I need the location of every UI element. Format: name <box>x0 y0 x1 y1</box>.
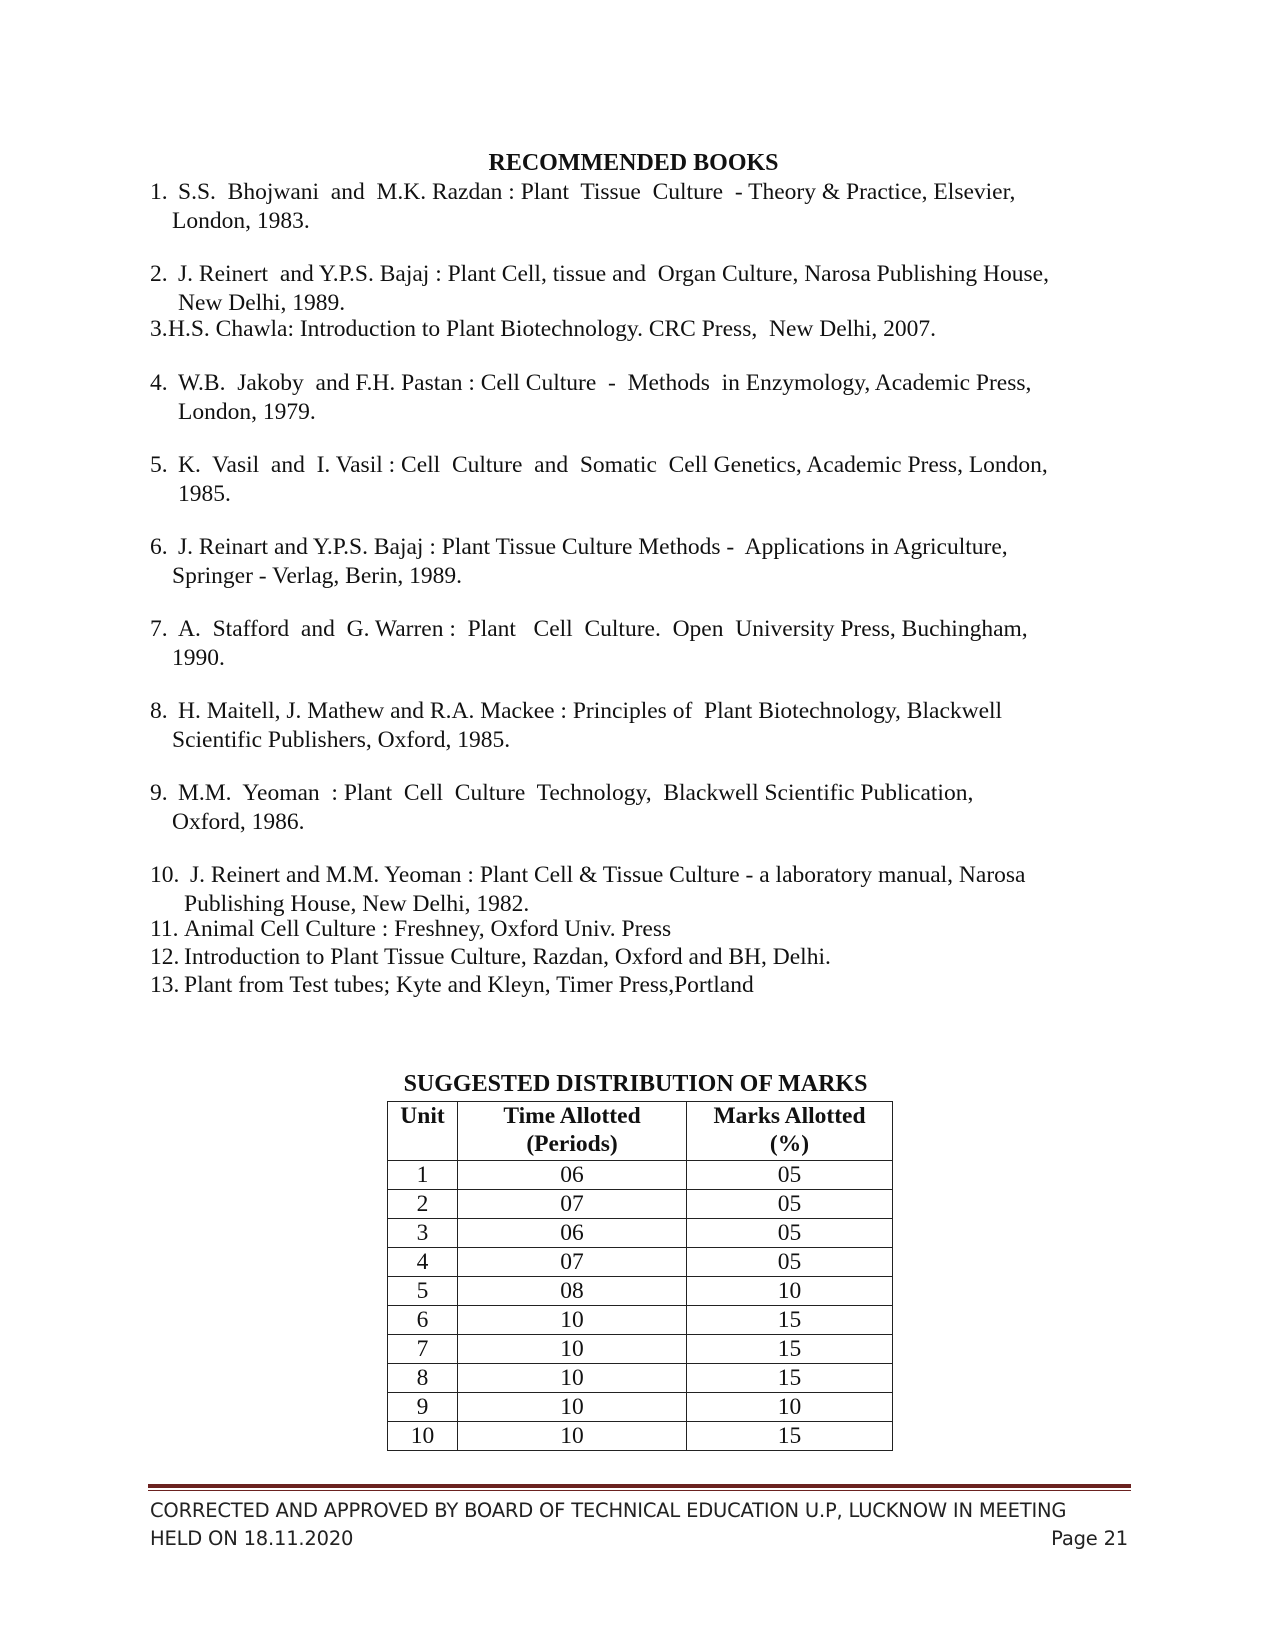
table-row <box>388 1306 893 1335</box>
book-item <box>150 533 1140 591</box>
book-number: 12. <box>150 944 180 970</box>
book-citation-continued: New Delhi, 1989. <box>178 290 346 316</box>
footer-approval-line: CORRECTED AND APPROVED BY BOARD OF TECHNICAL EDUCATION U.P, LUCKNOW IN MEETING <box>150 1499 1067 1522</box>
book-citation: S.S. Bhojwani and M.K. Razdan : Plant Tissue Culture - Theory & Practice, Elsevier, <box>178 179 1016 205</box>
footer-rule-thick <box>148 1484 1131 1488</box>
book-citation: J. Reinert and M.M. Yeoman : Plant Cell & Tissue Culture - a laboratory manual, Narosa <box>190 862 1026 888</box>
table-row <box>388 1248 893 1277</box>
table-row <box>388 1364 893 1393</box>
time-allotted-cell: 10 <box>458 1393 687 1422</box>
marks-allotted-cell: 05 <box>687 1161 893 1190</box>
book-citation: J. Reinart and Y.P.S. Bajaj : Plant Tissue Culture Methods - Applications in Agriculture, <box>178 534 1008 560</box>
marks-allotted-cell: 15 <box>687 1335 893 1364</box>
marks-table-title-text: SUGGESTED DISTRIBUTION OF MARKS <box>403 1071 868 1097</box>
time-allotted-cell: 06 <box>458 1161 687 1190</box>
table-row <box>388 1422 893 1451</box>
footer-meeting-date: HELD ON 18.11.2020 <box>150 1527 354 1550</box>
book-item <box>150 943 1140 972</box>
time-allotted-cell: 07 <box>458 1248 687 1277</box>
unit-cell: 7 <box>388 1335 458 1364</box>
book-item <box>150 861 1140 919</box>
table-row <box>388 1219 893 1248</box>
marks-allotted-header: Marks Allotted (%) <box>687 1102 893 1161</box>
book-number: 4. <box>150 370 168 396</box>
time-allotted-cell: 10 <box>458 1364 687 1393</box>
time-allotted-cell: 10 <box>458 1422 687 1451</box>
unit-cell: 1 <box>388 1161 458 1190</box>
section-heading-text: RECOMMENDED BOOKS <box>488 150 779 176</box>
book-number: 5. <box>150 452 168 478</box>
marks-allotted-cell: 05 <box>687 1190 893 1219</box>
book-citation: Introduction to Plant Tissue Culture, Razdan, Oxford and BH, Delhi. <box>184 944 831 970</box>
book-item <box>150 369 1140 427</box>
book-citation: W.B. Jakoby and F.H. Pastan : Cell Culture - Methods in Enzymology, Academic Press, <box>178 370 1032 396</box>
marks-allotted-cell: 15 <box>687 1364 893 1393</box>
book-item <box>150 615 1140 673</box>
book-item <box>150 451 1140 509</box>
table-header-row <box>388 1102 893 1161</box>
table-row <box>388 1161 893 1190</box>
book-item <box>150 315 1140 344</box>
book-item <box>150 260 1140 318</box>
book-citation: Animal Cell Culture : Freshney, Oxford Univ. Press <box>184 916 672 942</box>
book-number: 9. <box>150 780 168 806</box>
unit-cell: 10 <box>388 1422 458 1451</box>
marks-allotted-cell: 10 <box>687 1277 893 1306</box>
book-number: 6. <box>150 534 168 560</box>
section-heading <box>0 150 1275 177</box>
unit-header: Unit <box>388 1102 458 1161</box>
time-allotted-cell: 08 <box>458 1277 687 1306</box>
time-allotted-cell: 10 <box>458 1335 687 1364</box>
book-item <box>150 971 1140 1000</box>
book-citation: Plant from Test tubes; Kyte and Kleyn, Timer Press,Portland <box>184 972 754 998</box>
time-allotted-cell: 07 <box>458 1190 687 1219</box>
book-number: 7. <box>150 616 168 642</box>
book-item <box>150 178 1140 236</box>
marks-allotted-cell: 05 <box>687 1219 893 1248</box>
table-row <box>388 1190 893 1219</box>
marks-allotted-cell: 10 <box>687 1393 893 1422</box>
page-number: Page 21 <box>1051 1527 1128 1550</box>
marks-allotted-cell: 15 <box>687 1306 893 1335</box>
book-citation-continued: 1985. <box>178 481 231 507</box>
book-citation-continued: Springer - Verlag, Berin, 1989. <box>172 563 462 589</box>
unit-cell: 5 <box>388 1277 458 1306</box>
unit-cell: 6 <box>388 1306 458 1335</box>
book-citation-continued: Scientific Publishers, Oxford, 1985. <box>172 727 511 753</box>
book-number: 13. <box>150 972 180 998</box>
book-citation-continued: Oxford, 1986. <box>172 809 305 835</box>
book-item <box>150 697 1140 755</box>
marks-distribution-table <box>387 1101 893 1451</box>
page-footer <box>150 1497 1128 1553</box>
book-citation-continued: London, 1983. <box>172 208 310 234</box>
book-item <box>150 779 1140 837</box>
marks-allotted-cell: 05 <box>687 1248 893 1277</box>
unit-cell: 4 <box>388 1248 458 1277</box>
time-allotted-cell: 10 <box>458 1306 687 1335</box>
book-citation-continued: London, 1979. <box>178 399 316 425</box>
marks-table-body <box>388 1161 893 1451</box>
unit-cell: 9 <box>388 1393 458 1422</box>
footer-rule-thin <box>148 1490 1131 1491</box>
book-citation: H.S. Chawla: Introduction to Plant Biotechnology. CRC Press, New Delhi, 2007. <box>168 316 937 342</box>
book-number: 1. <box>150 179 168 205</box>
book-number: 8. <box>150 698 168 724</box>
unit-cell: 8 <box>388 1364 458 1393</box>
book-citation: A. Stafford and G. Warren : Plant Cell Culture. Open University Press, Buchingham, <box>178 616 1028 642</box>
time-allotted-header: Time Allotted (Periods) <box>458 1102 687 1161</box>
footer-second-line <box>150 1525 1128 1553</box>
book-citation-continued: 1990. <box>172 645 225 671</box>
unit-cell: 3 <box>388 1219 458 1248</box>
book-item <box>150 915 1140 944</box>
book-number: 10. <box>150 862 180 888</box>
table-row <box>388 1277 893 1306</box>
book-citation: J. Reinert and Y.P.S. Bajaj : Plant Cell, tissue and Organ Culture, Narosa Publishing House, <box>178 261 1049 287</box>
book-number: 2. <box>150 261 168 287</box>
book-citation: M.M. Yeoman : Plant Cell Culture Technology, Blackwell Scientific Publication, <box>178 780 974 806</box>
book-number: 3. <box>150 316 168 342</box>
book-citation-continued: Publishing House, New Delhi, 1982. <box>184 891 530 917</box>
time-allotted-cell: 06 <box>458 1219 687 1248</box>
book-citation: H. Maitell, J. Mathew and R.A. Mackee : Principles of Plant Biotechnology, Blackwell <box>178 698 1003 724</box>
book-citation: K. Vasil and I. Vasil : Cell Culture and Somatic Cell Genetics, Academic Press, London, <box>178 452 1048 478</box>
marks-table-title <box>0 1071 1275 1098</box>
marks-allotted-cell: 15 <box>687 1422 893 1451</box>
book-number: 11. <box>150 916 179 942</box>
unit-cell: 2 <box>388 1190 458 1219</box>
table-row <box>388 1335 893 1364</box>
table-row <box>388 1393 893 1422</box>
